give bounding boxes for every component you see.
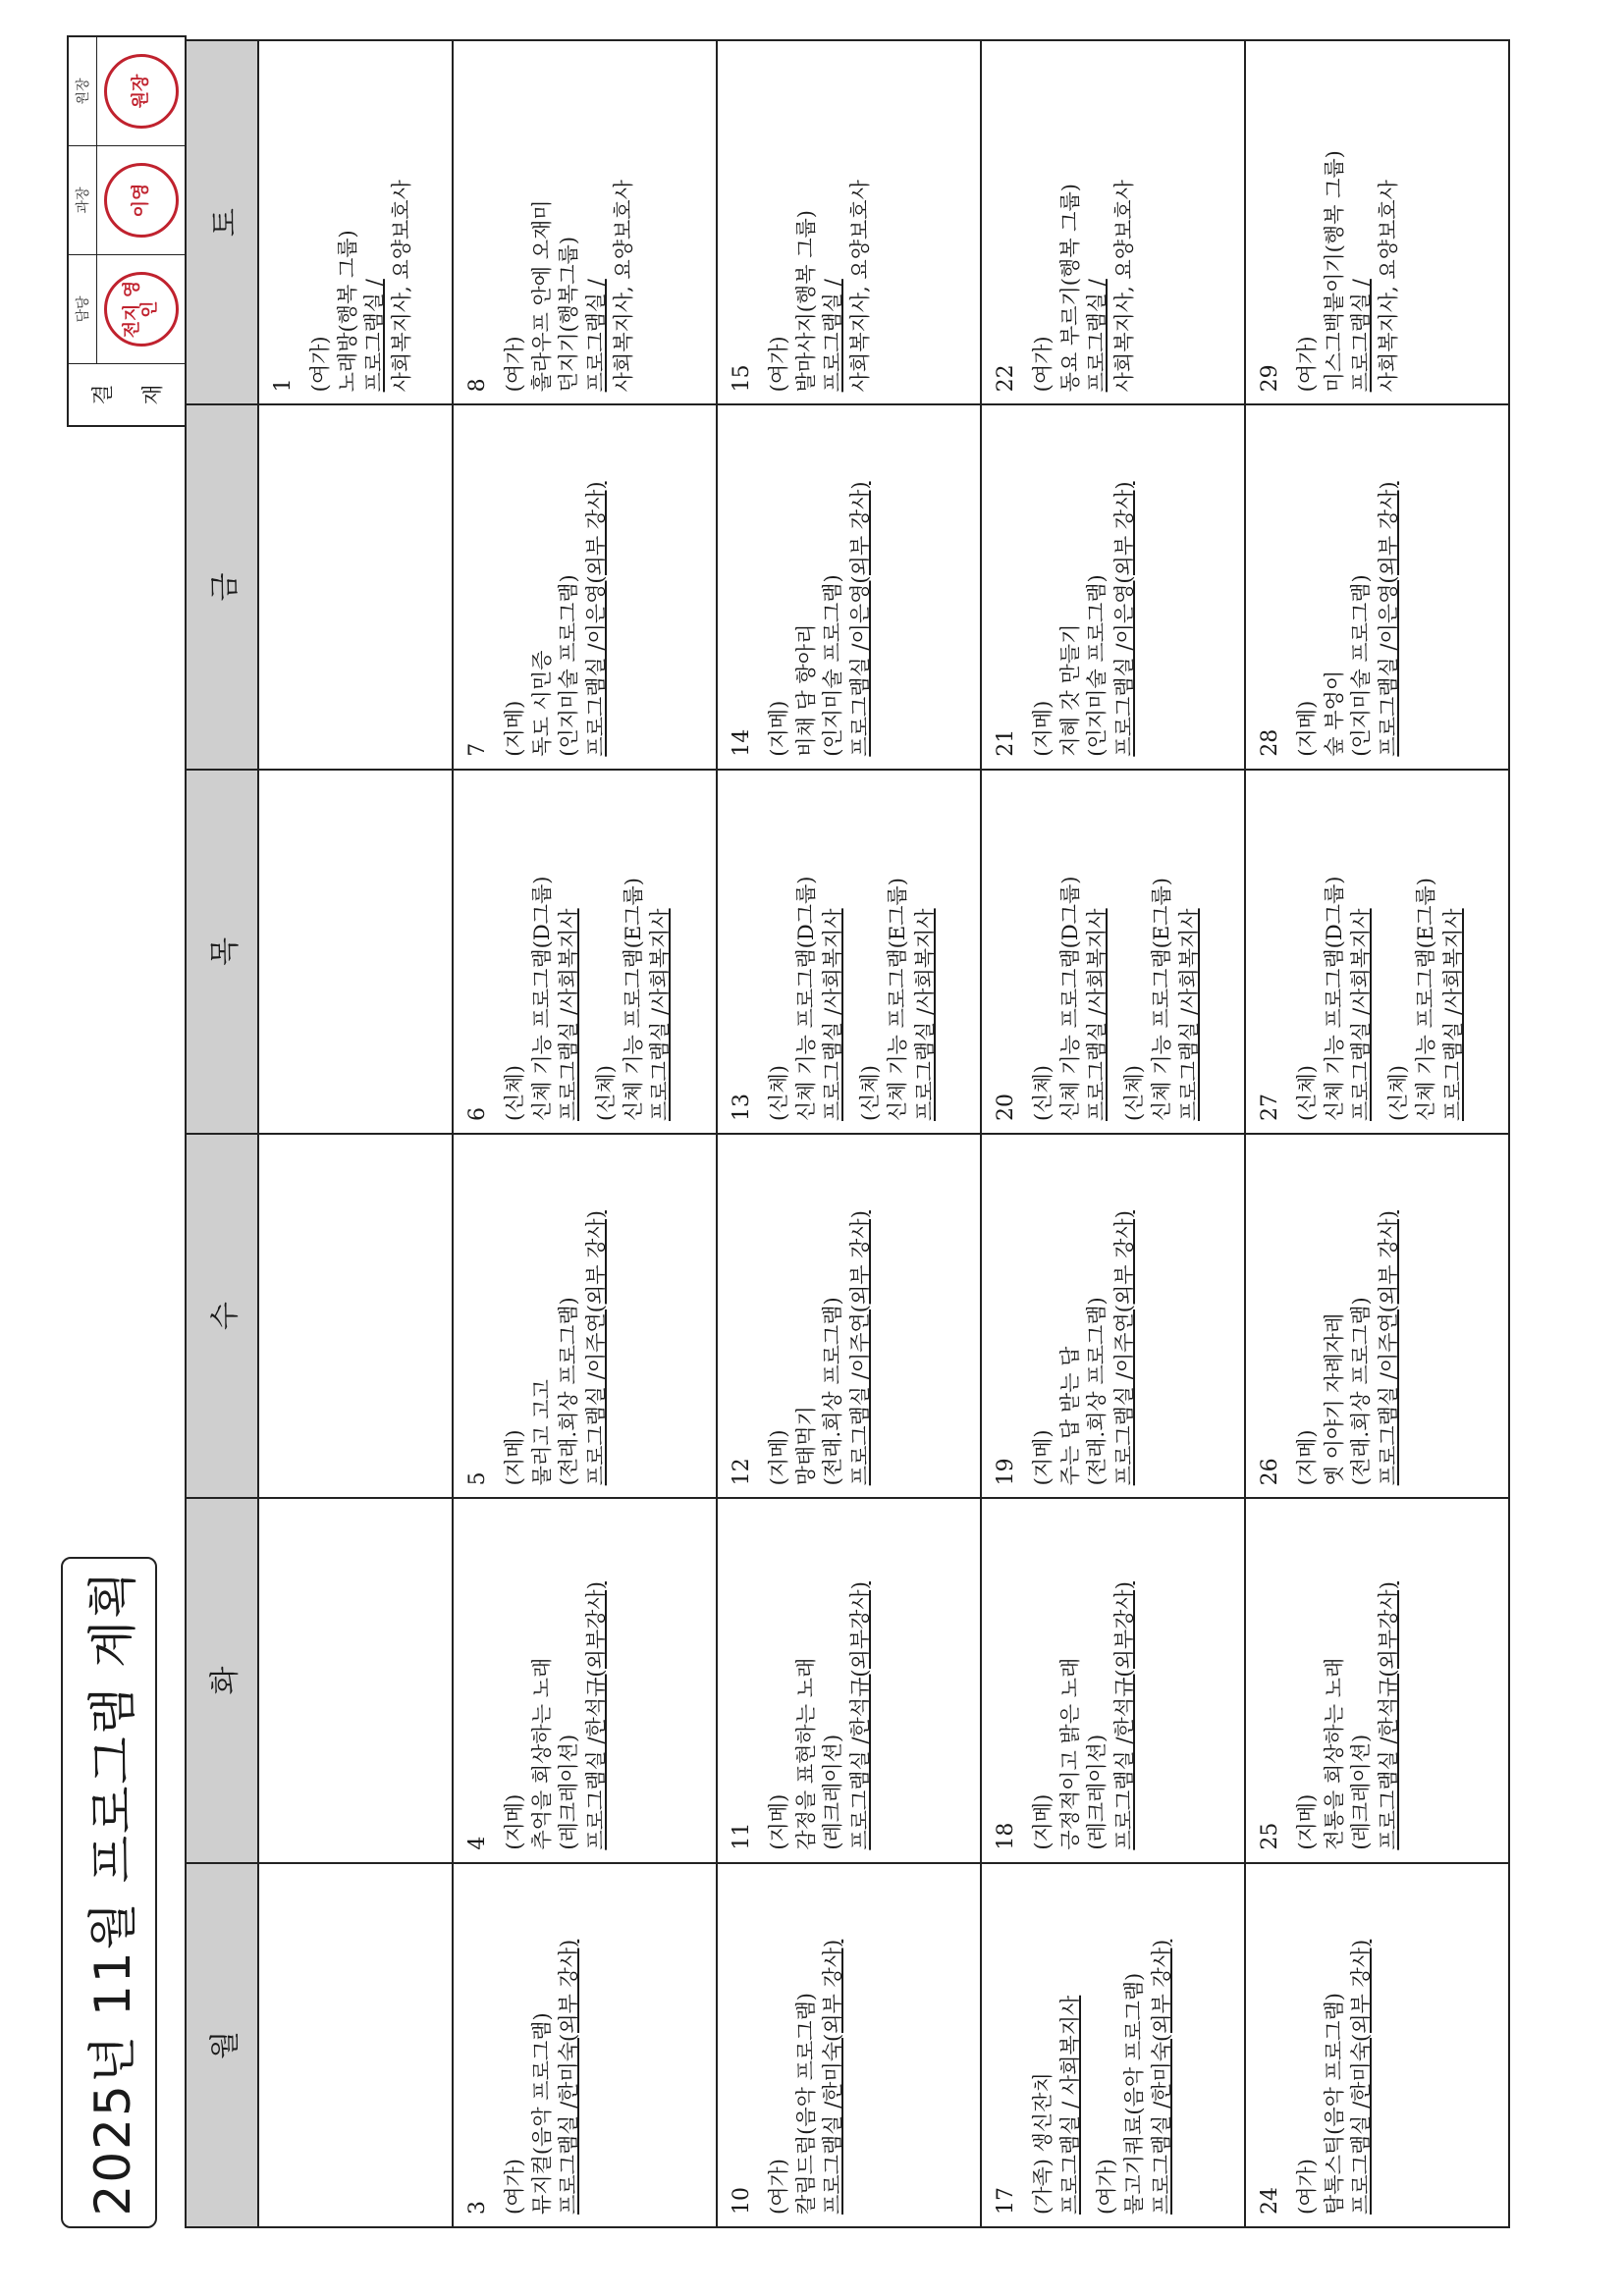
program-staff: 사회복지사, 요양보호사 — [1377, 180, 1401, 393]
week-row — [981, 40, 1245, 2227]
program-location: 프로그램실 /한석규(외부강사) — [1377, 1581, 1401, 1850]
program-location: 프로그램실 /사회복지사 — [1349, 908, 1374, 1122]
day-cell — [1245, 1134, 1509, 1498]
day-cell — [981, 1498, 1245, 1862]
weekday-header-row — [186, 40, 258, 2227]
program-entry — [857, 782, 939, 1121]
program-line: 신체 기능 프로그램(D그룹) — [1057, 876, 1082, 1122]
program-line: (지메) — [502, 1793, 526, 1850]
day-cell — [258, 770, 453, 1134]
program-line: 신체 기능 프로그램(E그룹) — [621, 878, 645, 1122]
program-line: (전래.회상 프로그램) — [1085, 1297, 1110, 1486]
program-line: (지메) — [766, 1793, 790, 1850]
week-row — [1245, 40, 1509, 2227]
program-entry — [1030, 417, 1139, 756]
program-entry — [307, 53, 416, 392]
program-entry — [1294, 53, 1403, 392]
weekday-header: 토 — [186, 40, 258, 404]
week-row — [258, 40, 453, 2227]
day-cell — [1245, 404, 1509, 769]
day-number: 4 — [464, 1836, 490, 1850]
program-line: 던지기(행복그룹) — [557, 236, 581, 393]
program-location: 프로그램실 /이주연(외부 강사) — [584, 1210, 609, 1486]
program-location: 프로그램실 / — [584, 279, 609, 393]
program-line: (신체) — [502, 1065, 526, 1122]
program-line: (가족) 생신잔치 — [1030, 2072, 1055, 2215]
weekday-header: 수 — [186, 1134, 258, 1498]
program-location: 프로그램실 /사회복지사 — [648, 908, 673, 1122]
program-entry — [1030, 53, 1139, 392]
program-location: 프로그램실 / — [1085, 279, 1110, 393]
program-entry — [1121, 782, 1203, 1121]
program-location: 프로그램실 /한미숙(외부 강사) — [1349, 1939, 1374, 2215]
day-cell — [1245, 770, 1509, 1134]
day-cell — [453, 1498, 717, 1862]
day-cell — [717, 404, 981, 769]
approval-role: 과장 — [69, 146, 97, 254]
program-location: 프로그램실 /한미숙(외부 강사) — [1149, 1939, 1173, 2215]
page-title: 2025년 11월 프로그램 계획 — [61, 1557, 157, 2228]
day-cell — [717, 1863, 981, 2227]
program-location: 프로그램실 /한석규(외부강사) — [1112, 1581, 1137, 1850]
program-location: 프로그램실 /사회복지사 — [1176, 908, 1201, 1122]
program-line: 뮤지컬(음악 프로그램) — [529, 2012, 554, 2215]
program-line: 주는 답 받는 답 — [1057, 1346, 1082, 1486]
day-number: 10 — [729, 2187, 754, 2215]
day-number: 14 — [729, 728, 754, 757]
program-line: (지메) — [1030, 1793, 1055, 1850]
day-cell — [453, 404, 717, 769]
program-entry — [502, 1511, 611, 1849]
program-entry — [1294, 782, 1376, 1121]
program-line: (여가) — [1294, 336, 1319, 393]
day-cell — [258, 404, 453, 769]
day-number: 29 — [1257, 364, 1282, 393]
weekday-header: 목 — [186, 770, 258, 1134]
program-line: (레크레이션) — [821, 1734, 845, 1850]
program-line: (신체) — [858, 1065, 883, 1122]
program-line: (인지미술 프로그램) — [821, 574, 845, 757]
weekday-header: 월 — [186, 1863, 258, 2227]
program-location: 프로그램실 /이은영(외부 강사) — [584, 481, 609, 757]
program-location: 프로그램실 /사회복지사 — [912, 908, 937, 1122]
program-staff: 사회복지사, 요양보호사 — [848, 180, 873, 393]
program-line: (지메) — [502, 1429, 526, 1486]
program-entry — [1294, 1876, 1376, 2215]
program-location: 프로그램실 /한미숙(외부 강사) — [821, 1939, 845, 2215]
program-line: 망태먹기 — [793, 1406, 818, 1486]
program-entry — [502, 1147, 611, 1485]
day-cell — [981, 770, 1245, 1134]
program-location: 프로그램실 / 사회복지사 — [1057, 1995, 1082, 2215]
program-entry — [1030, 1511, 1139, 1849]
week-row — [453, 40, 717, 2227]
approval-stamp: 이영 — [104, 163, 179, 238]
program-line: 노래방(행복 그룹) — [335, 230, 359, 393]
program-line: (지메) — [1030, 700, 1055, 757]
day-cell — [453, 40, 717, 404]
day-number: 28 — [1257, 728, 1282, 757]
day-number: 20 — [993, 1094, 1018, 1122]
program-line: (여가) — [502, 2159, 526, 2215]
day-number: 27 — [1257, 1094, 1282, 1122]
program-line: (신체) — [594, 1065, 619, 1122]
program-line: (지메) — [766, 700, 790, 757]
day-cell — [453, 1134, 717, 1498]
program-line: (전래.회상 프로그램) — [1349, 1297, 1374, 1486]
program-entry — [1030, 1876, 1084, 2215]
program-entry — [502, 782, 583, 1121]
day-number: 18 — [993, 1822, 1018, 1850]
program-line: 추억을 회상하는 노래 — [529, 1657, 554, 1850]
program-entry — [593, 782, 675, 1121]
day-number: 15 — [729, 364, 754, 393]
program-line: (신체) — [766, 1065, 790, 1122]
program-line: 물러고 고고 — [529, 1379, 554, 1486]
day-cell — [1245, 1863, 1509, 2227]
program-location: 프로그램실 /이은영(외부 강사) — [1377, 481, 1401, 757]
day-cell — [717, 1498, 981, 1862]
program-line: 지혜 갓 만들기 — [1057, 623, 1082, 757]
program-line: (여가) — [1030, 336, 1055, 393]
day-number: 17 — [993, 2187, 1018, 2215]
program-line: (인지미술 프로그램) — [557, 574, 581, 757]
program-entry — [766, 1511, 875, 1849]
program-entry — [766, 1147, 875, 1485]
day-cell — [981, 40, 1245, 404]
program-line: 신체 기능 프로그램(E그룹) — [885, 878, 909, 1122]
program-line: (지메) — [1294, 700, 1319, 757]
day-number: 3 — [464, 2201, 490, 2215]
approval-role: 담당 — [69, 255, 97, 363]
day-cell — [717, 40, 981, 404]
program-location: 프로그램실 /사회복지사 — [557, 908, 581, 1122]
approval-slot — [69, 37, 185, 145]
program-line: 긍정적이고 밝은 노래 — [1057, 1657, 1082, 1850]
day-number: 24 — [1257, 2187, 1282, 2215]
program-line: 미스그백붙이기(행복 그룹) — [1322, 150, 1346, 393]
approval-slot — [69, 254, 185, 363]
day-cell — [258, 1863, 453, 2227]
program-line: (지메) — [502, 700, 526, 757]
approval-sign-area — [97, 255, 185, 363]
program-line: 탐톡스틱(음악 프로그램) — [1322, 1993, 1346, 2215]
day-number: 25 — [1257, 1822, 1282, 1850]
program-line: (지메) — [1030, 1429, 1055, 1486]
program-line: (여가) — [308, 336, 333, 393]
program-line: (레크레이션) — [1085, 1734, 1110, 1850]
program-line: 전통을 회상하는 노래 — [1322, 1657, 1346, 1850]
program-entry — [1385, 782, 1467, 1121]
program-line: 신체 기능 프로그램(D그룹) — [1322, 876, 1346, 1122]
program-line: 비채 담 항아리 — [793, 623, 818, 757]
program-line: (인지미술 프로그램) — [1085, 574, 1110, 757]
day-cell — [258, 1498, 453, 1862]
weekday-header: 화 — [186, 1498, 258, 1862]
program-line: (신체) — [1030, 1065, 1055, 1122]
program-entry — [1094, 1876, 1175, 2215]
program-location: 프로그램실 /사회복지사 — [1085, 908, 1110, 1122]
program-location: 프로그램실 /한미숙(외부 강사) — [557, 1939, 581, 2215]
program-location: 프로그램실 /한석규(외부강사) — [848, 1581, 873, 1850]
program-location: 프로그램실 /이은영(외부 강사) — [848, 481, 873, 757]
approval-label-top: 결 — [91, 384, 116, 405]
day-cell — [258, 1134, 453, 1498]
program-location: 프로그램실 / — [821, 279, 845, 393]
program-location: 프로그램실 /한석규(외부강사) — [584, 1581, 609, 1850]
program-line: (여가) — [1294, 2159, 1319, 2215]
program-location: 프로그램실 /이주연(외부 강사) — [1377, 1210, 1401, 1486]
program-line: 신체 기능 프로그램(E그룹) — [1149, 878, 1173, 1122]
approval-role: 원장 — [69, 37, 97, 145]
program-entry — [1294, 417, 1403, 756]
day-cell — [258, 40, 453, 404]
program-location: 프로그램실 / — [1349, 279, 1374, 393]
program-entry — [502, 1876, 583, 2215]
program-location: 프로그램실 /사회복지사 — [1440, 908, 1465, 1122]
weekday-header: 금 — [186, 404, 258, 769]
approval-sign-area — [97, 37, 185, 145]
day-cell — [717, 1134, 981, 1498]
approval-label-bottom: 재 — [141, 384, 166, 405]
program-line: 발마사지(행복 그룹) — [793, 210, 818, 393]
program-entry — [766, 1876, 847, 2215]
program-entry — [1030, 782, 1111, 1121]
program-line: (여가) — [766, 2159, 790, 2215]
program-entry — [1030, 1147, 1139, 1485]
program-line: (여가) — [502, 336, 526, 393]
program-line: (전래.회상 프로그램) — [821, 1297, 845, 1486]
program-line: 동요 부르기(행복 그룹) — [1057, 184, 1082, 393]
program-line: 옛 이야기 자례자레 — [1322, 1312, 1346, 1486]
day-number: 21 — [993, 728, 1018, 757]
program-line: (레크레이션) — [1349, 1734, 1374, 1850]
approval-label — [69, 363, 185, 425]
program-line: (신체) — [1294, 1065, 1319, 1122]
day-number: 11 — [729, 1822, 754, 1850]
program-line: 독도 시민증 — [529, 650, 554, 757]
program-line: (여가) — [766, 336, 790, 393]
approval-sign-area — [97, 146, 185, 254]
program-line: (인지미술 프로그램) — [1349, 574, 1374, 757]
program-line: 훌라우프 안에 오재미 — [529, 199, 554, 393]
program-line: (신체) — [1386, 1065, 1411, 1122]
calendar-body — [258, 40, 1509, 2227]
program-line: 신체 기능 프로그램(E그룹) — [1413, 878, 1437, 1122]
program-line: (지메) — [1294, 1429, 1319, 1486]
day-number: 6 — [464, 1107, 490, 1122]
program-staff: 사회복지사, 요양보호사 — [611, 180, 635, 393]
program-staff: 사회복지사, 요양보호사 — [390, 180, 414, 393]
program-entry — [1294, 1147, 1403, 1485]
day-cell — [1245, 1498, 1509, 1862]
program-line: (지메) — [1294, 1793, 1319, 1850]
program-entry — [766, 782, 847, 1121]
day-cell — [453, 1863, 717, 2227]
day-number: 13 — [729, 1094, 754, 1122]
day-number: 26 — [1257, 1458, 1282, 1486]
program-entry — [766, 417, 875, 756]
approval-stamp: 전지 영인 — [104, 272, 179, 347]
day-cell — [981, 1863, 1245, 2227]
program-line: (전래.회상 프로그램) — [557, 1297, 581, 1486]
program-line: (레크레이션) — [557, 1734, 581, 1850]
approval-box — [67, 35, 187, 427]
day-number: 1 — [271, 378, 296, 393]
program-location: 프로그램실 /이주연(외부 강사) — [1112, 1210, 1137, 1486]
day-cell — [981, 1134, 1245, 1498]
program-line: (신체) — [1122, 1065, 1147, 1122]
day-number: 5 — [464, 1471, 490, 1486]
day-number: 7 — [464, 742, 490, 757]
program-line: 신체 기능 프로그램(D그룹) — [529, 876, 554, 1122]
program-line: 감정을 표현하는 노래 — [793, 1657, 818, 1850]
program-location: 프로그램실 /사회복지사 — [821, 908, 845, 1122]
program-entry — [502, 53, 638, 392]
program-line: (여가) — [1095, 2159, 1119, 2215]
day-number: 22 — [993, 364, 1018, 393]
program-line: 숲 부엉이 — [1322, 669, 1346, 757]
day-cell — [453, 770, 717, 1134]
approval-slot — [69, 145, 185, 254]
program-line: 물고기쿼료(음악 프로그램) — [1122, 1972, 1147, 2215]
program-line: 신체 기능 프로그램(D그룹) — [793, 876, 818, 1122]
day-cell — [981, 404, 1245, 769]
week-row — [717, 40, 981, 2227]
program-line: 칼림드럼(음악 프로그램) — [793, 1993, 818, 2215]
program-staff: 사회복지사, 요양보호사 — [1112, 180, 1137, 393]
day-number: 8 — [464, 378, 490, 393]
day-cell — [717, 770, 981, 1134]
program-location: 프로그램실 / — [362, 279, 387, 393]
program-entry — [1294, 1511, 1403, 1849]
program-entry — [502, 417, 611, 756]
program-line: (지메) — [766, 1429, 790, 1486]
calendar-table — [185, 39, 1510, 2228]
program-location: 프로그램실 /이주연(외부 강사) — [848, 1210, 873, 1486]
program-location: 프로그램실 /이은영(외부 강사) — [1112, 481, 1137, 757]
day-number: 12 — [729, 1458, 754, 1486]
program-entry — [766, 53, 875, 392]
approval-stamp: 원장 — [104, 54, 179, 129]
day-cell — [1245, 40, 1509, 404]
day-number: 19 — [993, 1458, 1018, 1486]
